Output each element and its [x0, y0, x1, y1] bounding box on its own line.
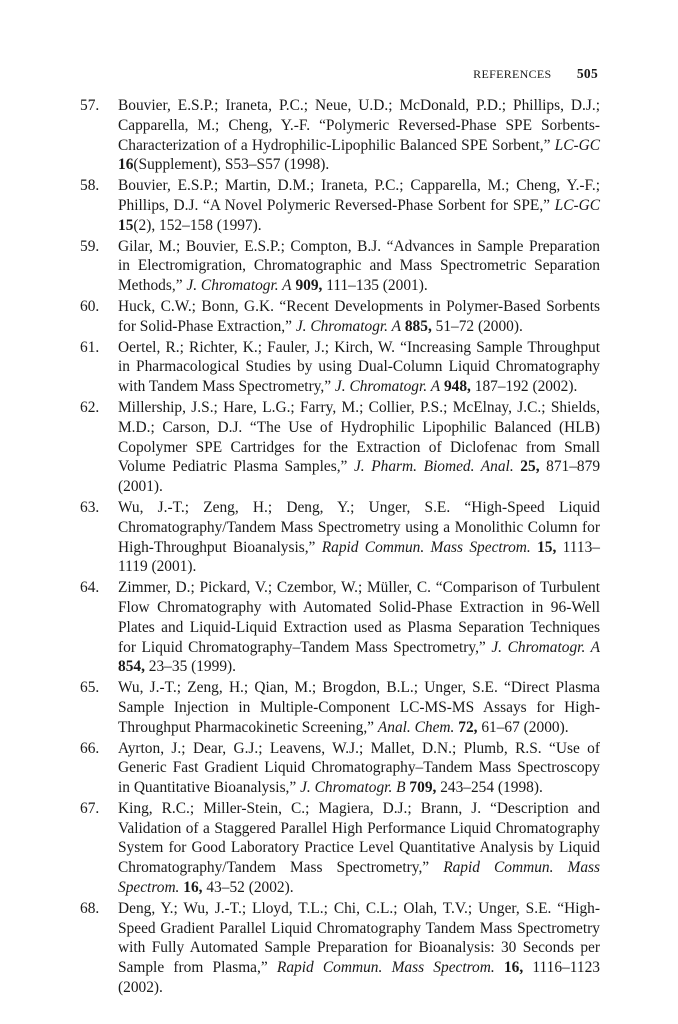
reference-title: “Recent Developments in Polymer-Based Sorbents for Solid-Phase Extraction,” — [118, 297, 600, 335]
reference-title: “Description and Validation of a Staggered Parallel High Performance Liquid Chromatography System for Good Laboratory Practice Level Quantitative Analysis by Liquid Chromatography/Tandem Mass Spectrometry,” — [118, 799, 600, 877]
reference-number: 59. — [80, 237, 100, 255]
reference-number: 61. — [80, 338, 100, 356]
reference-journal: LC-GC — [554, 136, 600, 154]
reference-authors: Gilar, M.; Bouvier, E.S.P.; Compton, B.J. — [118, 237, 387, 255]
reference-pages-year: 51–72 (2000). — [431, 317, 523, 335]
reference-authors: Oertel, R.; Richter, K.; Fauler, J.; Kirch, W. — [118, 338, 401, 356]
reference-number: 65. — [80, 679, 100, 697]
reference-pages-year: 871–879 (2001). — [118, 458, 601, 496]
reference-list — [80, 96, 600, 999]
reference-volume: 16 — [118, 156, 134, 174]
reference-volume: 885, — [404, 317, 432, 335]
reference-number: 58. — [80, 177, 100, 195]
reference-journal: J. Chromatogr. A — [295, 317, 401, 335]
section-title: REFERENCES — [473, 67, 552, 81]
reference-volume: 72, — [458, 718, 478, 736]
reference-entry — [80, 338, 600, 397]
reference-number: 60. — [80, 297, 100, 315]
reference-journal: Rapid Commun. Mass Spectrom. — [321, 538, 531, 556]
reference-authors: Zimmer, D.; Pickard, V.; Czembor, W.; Müller, C. — [118, 579, 436, 597]
reference-journal: J. Chromatogr. A — [334, 378, 441, 396]
reference-title: “Use of Generic Fast Gradient Liquid Chromatography–Tandem Mass Spectroscopy in Quantitative Bioanalysis,” — [118, 739, 600, 797]
reference-authors: Bouvier, E.S.P.; Martin, D.M.; Iraneta, P.C.; Capparella, M.; Cheng, Y.-F.; Phillips, D.J. — [118, 177, 600, 214]
reference-entry — [80, 739, 600, 798]
reference-authors: King, R.C.; Miller-Stein, C.; Magiera, D.J.; Brann, J. — [118, 799, 491, 817]
reference-separator — [495, 959, 504, 976]
reference-title: “Advances in Sample Preparation in Electromigration, Chromatographic and Mass Spectrometric Separation Methods,” — [118, 237, 600, 295]
reference-volume: 709, — [409, 779, 437, 797]
reference-journal: J. Chromatogr. B — [300, 779, 406, 797]
reference-number: 62. — [80, 398, 100, 416]
reference-pages-year: 1113–1119 (2001). — [118, 538, 600, 576]
reference-authors: Ayrton, J.; Dear, G.J.; Leavens, W.J.; Mallet, D.N.; Plumb, R.S. — [118, 739, 550, 757]
reference-authors: Millership, J.S.; Hare, L.G.; Farry, M.; Collier, P.S.; McElnay, J.C.; Shields, M.D.; Carson, D.J. — [118, 398, 600, 436]
reference-volume: 15 — [118, 216, 134, 234]
reference-title: “Direct Plasma Sample Injection in Multiple-Component LC-MS-MS Assays for High-Throughput Pharmacokinetic Screening,” — [118, 679, 600, 736]
reference-number: 63. — [80, 498, 100, 516]
reference-volume: 16, — [183, 879, 203, 897]
reference-authors: Wu, J.-T.; Zeng, H.; Deng, Y.; Unger, S.E. — [118, 498, 465, 516]
reference-pages-year: 243–254 (1998). — [436, 779, 543, 797]
reference-pages-year: 1116–1123 (2002). — [118, 959, 600, 997]
reference-title: “Polymeric Reversed-Phase SPE Sorbents-Characterization of a Hydrophilic-Lipophilic Balanced SPE Sorbent,” — [118, 116, 600, 154]
page-number: 505 — [576, 66, 598, 81]
reference-pages-year: (Supplement), S53–S57 (1998). — [133, 156, 330, 174]
reference-volume: 25, — [520, 458, 540, 476]
reference-entry — [80, 96, 600, 175]
reference-entry — [80, 297, 600, 337]
reference-pages-year: (2), 152–158 (1997). — [133, 216, 262, 234]
reference-entry — [80, 799, 600, 898]
reference-authors: Deng, Y.; Wu, J.-T.; Lloyd, T.L.; Chi, C.L.; Olah, T.V.; Unger, S.E. — [118, 899, 558, 917]
reference-title: “Increasing Sample Throughput in Pharmacological Studies by using Dual-Column Liquid Chromatography with Tandem Mass Spectrometry,” — [118, 338, 600, 396]
reference-entry — [80, 237, 600, 296]
reference-authors: Wu, J.-T.; Zeng, H.; Qian, M.; Brogdon, B.L.; Unger, S.E. — [118, 679, 505, 697]
running-header — [473, 66, 598, 82]
reference-volume: 16, — [503, 959, 524, 977]
reference-title: “The Use of Hydrophilic Lipophilic Balanced (HLB) Copolymer SPE Cartridges for the Extraction of Diclofenac from Small Volume Pediatric Plasma Samples,” — [118, 418, 601, 476]
reference-volume: 948, — [443, 378, 471, 396]
reference-authors: Bouvier, E.S.P.; Iraneta, P.C.; Neue, U.D.; McDonald, P.D.; Phillips, D.J.; Capparella, M.; Cheng, Y.-F. — [118, 97, 600, 134]
reference-number: 66. — [80, 739, 100, 757]
reference-number: 64. — [80, 579, 100, 597]
reference-journal: J. Chromatogr. A — [491, 638, 600, 656]
reference-title: “High-Speed Gradient Parallel Liquid Chromatography Tandem Mass Spectrometry with Fully Automated Sample Preparation for Bioanalysis: 30 Seconds per Sample from Plasma,” — [118, 899, 600, 977]
reference-journal: J. Pharm. Biomed. Anal. — [353, 458, 514, 476]
reference-entry — [80, 176, 600, 235]
reference-entry — [80, 398, 600, 497]
reference-journal: Rapid Commun. Mass Spectrom. — [118, 859, 600, 897]
reference-pages-year: 61–67 (2000). — [477, 718, 569, 736]
reference-title: “High-Speed Liquid Chromatography/Tandem Mass Spectrometry using a Monolithic Column for High-Throughput Bioanalysis,” — [118, 498, 600, 556]
reference-number: 68. — [80, 899, 100, 917]
reference-pages-year: 111–135 (2001). — [322, 277, 428, 295]
reference-authors: Huck, C.W.; Bonn, G.K. — [118, 297, 280, 315]
reference-number: 67. — [80, 799, 100, 817]
reference-title: “A Novel Polymeric Reversed-Phase Sorbent for SPE,” — [202, 196, 555, 214]
reference-entry — [80, 578, 600, 677]
reference-number: 57. — [80, 97, 100, 114]
reference-entry — [80, 899, 600, 998]
reference-journal: Rapid Commun. Mass Spectrom. — [276, 959, 495, 977]
reference-entry — [80, 678, 600, 737]
reference-volume: 909, — [295, 277, 323, 295]
reference-journal: J. Chromatogr. A — [186, 277, 292, 295]
reference-journal: Anal. Chem. — [377, 718, 455, 736]
reference-volume: 854, — [118, 658, 145, 676]
reference-pages-year: 23–35 (1999). — [144, 658, 236, 676]
reference-title: “Comparison of Turbulent Flow Chromatography with Automated Solid-Phase Extraction in 96-Well Plates and Liquid-Liquid Extraction used as Plasma Separation Techniques for Liquid Chromatography–Tandem Mass Spectrometry,” — [118, 579, 600, 656]
reference-entry — [80, 498, 600, 577]
reference-pages-year: 187–192 (2002). — [470, 378, 578, 396]
reference-volume: 15, — [537, 538, 557, 556]
reference-pages-year: 43–52 (2002). — [202, 879, 294, 897]
reference-journal: LC-GC — [554, 196, 600, 214]
